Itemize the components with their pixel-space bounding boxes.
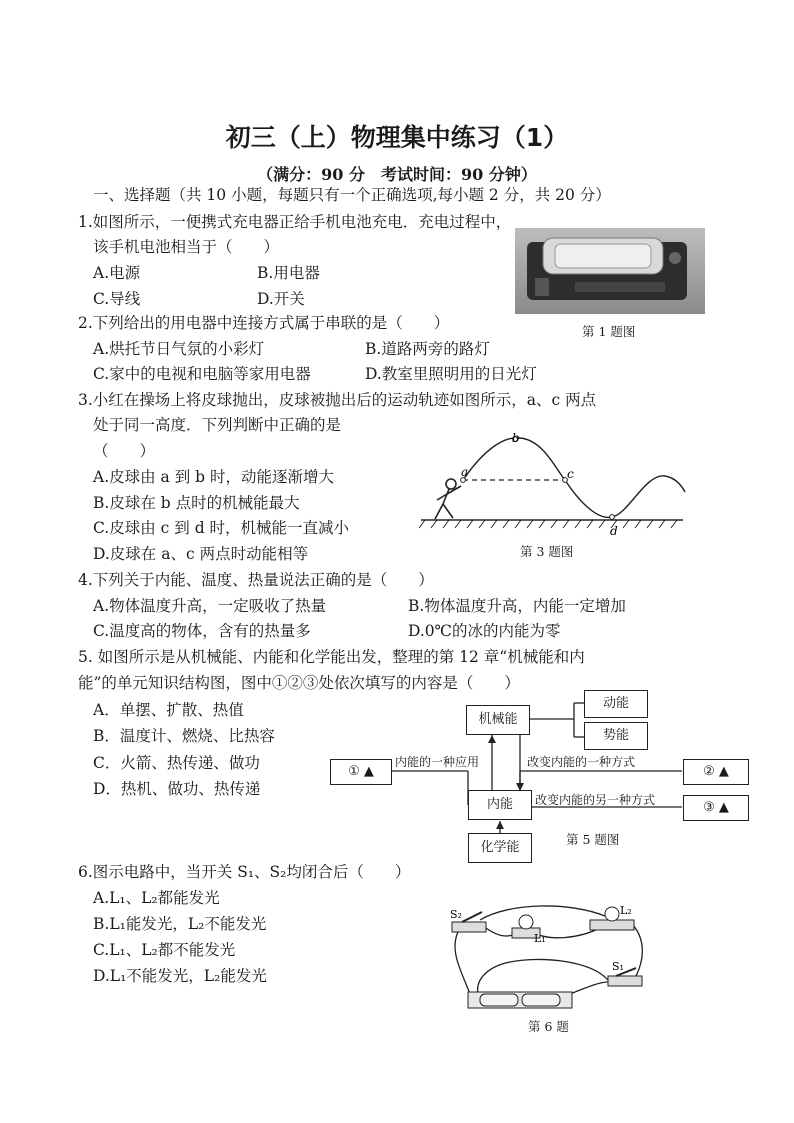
q5-label-way-one: 改变内能的一种方式 bbox=[527, 755, 636, 769]
q2-option-b: B.道路两旁的路灯 bbox=[365, 340, 490, 358]
q5-label-application: 内能的一种应用 bbox=[395, 755, 480, 769]
q6-option-d: D.L₁不能发光，L₂能发光 bbox=[93, 967, 267, 985]
q3-trajectory-diagram bbox=[415, 428, 690, 540]
q4-stem: 4.下列关于内能、温度、热量说法正确的是（ ） bbox=[78, 571, 434, 589]
q3-option-c: C.皮球由 c 到 d 时，机械能一直减小 bbox=[93, 519, 350, 537]
q5-stem-line1: 5. 如图所示是从机械能、内能和化学能出发，整理的第 12 章“机械能和内 bbox=[78, 648, 585, 666]
section-heading: 一、选择题（共 10 小题，每题只有一个正确选项,每小题 2 分，共 20 分） bbox=[93, 186, 611, 204]
q4-option-b: B.物体温度升高，内能一定增加 bbox=[408, 597, 626, 615]
page-title: 初三（上）物理集中练习（1） bbox=[225, 123, 569, 152]
q5-box-chemical-energy: 化学能 bbox=[468, 833, 532, 863]
q1-option-b: B.用电器 bbox=[257, 264, 320, 282]
q5-blank-1: ① ▲ bbox=[330, 759, 392, 785]
q5-blank-2: ② ▲ bbox=[683, 759, 749, 785]
q5-box-mechanical-energy: 机械能 bbox=[466, 705, 530, 735]
q2-option-c: C.家中的电视和电脑等家用电器 bbox=[93, 365, 311, 383]
q3-stem-line2: 处于同一高度．下列判断中正确的是 bbox=[93, 416, 342, 434]
q5-box-potential-energy: 势能 bbox=[584, 722, 648, 750]
q6-circuit-diagram bbox=[440, 898, 665, 1013]
q5-option-a: A．单摆、扩散、热值 bbox=[93, 701, 244, 719]
q1-charger-photo bbox=[515, 228, 705, 314]
q6-option-b: B.L₁能发光，L₂不能发光 bbox=[93, 915, 267, 933]
q1-option-c: C.导线 bbox=[93, 290, 141, 308]
q4-option-c: C.温度高的物体，含有的热量多 bbox=[93, 622, 311, 640]
q3-caption: 第 3 题图 bbox=[520, 544, 574, 559]
q1-caption: 第 1 题图 bbox=[582, 324, 636, 339]
q5-label-way-two: 改变内能的另一种方式 bbox=[535, 793, 656, 807]
q3-point-a: a bbox=[461, 465, 469, 479]
q6-stem: 6.图示电路中，当开关 S₁、S₂均闭合后（ ） bbox=[78, 863, 411, 881]
q5-blank-3: ③ ▲ bbox=[683, 795, 749, 821]
q2-stem: 2.下列给出的用电器中连接方式属于串联的是（ ） bbox=[78, 314, 450, 332]
q3-option-b: B.皮球在 b 点时的机械能最大 bbox=[93, 494, 300, 512]
q5-stem-line2: 能”的单元知识结构图，图中①②③处依次填写的内容是（ ） bbox=[78, 674, 520, 692]
q6-option-a: A.L₁、L₂都能发光 bbox=[93, 889, 220, 907]
q3-point-c: c bbox=[567, 467, 574, 481]
q6-label-s2: S₂ bbox=[450, 908, 462, 921]
q6-option-c: C.L₁、L₂都不能发光 bbox=[93, 941, 236, 959]
q6-label-s1: S₁ bbox=[612, 960, 624, 973]
q3-point-b: b bbox=[512, 431, 520, 445]
q5-box-internal-energy: 内能 bbox=[468, 790, 532, 820]
q2-option-a: A.烘托节日气氛的小彩灯 bbox=[93, 340, 265, 358]
q3-option-d: D.皮球在 a、c 两点时动能相等 bbox=[93, 545, 309, 563]
q5-box-kinetic-energy: 动能 bbox=[584, 690, 648, 718]
page-subtitle: （满分：90 分 考试时间：90 分钟） bbox=[257, 165, 537, 184]
q3-option-a: A.皮球由 a 到 b 时，动能逐渐增大 bbox=[93, 468, 334, 486]
q4-option-d: D.0℃的冰的内能为零 bbox=[408, 622, 561, 640]
q1-stem-line2: 该手机电池相当于（ ） bbox=[93, 238, 280, 256]
q4-option-a: A.物体温度升高，一定吸收了热量 bbox=[93, 597, 327, 615]
q5-caption: 第 5 题图 bbox=[566, 832, 620, 847]
q3-stem-line1: 3.小红在操场上将皮球抛出，皮球被抛出后的运动轨迹如图所示，a、c 两点 bbox=[78, 391, 597, 409]
q3-point-d: d bbox=[610, 524, 618, 538]
q1-stem-line1: 1.如图所示，一便携式充电器正给手机电池充电．充电过程中， bbox=[78, 213, 512, 231]
q6-caption: 第 6 题 bbox=[528, 1019, 569, 1034]
q3-stem-line3: （ ） bbox=[93, 442, 156, 460]
q5-option-b: B．温度计、燃烧、比热容 bbox=[93, 727, 275, 745]
q6-label-l1: L₁ bbox=[534, 932, 546, 945]
q5-option-c: C．火箭、热传递、做功 bbox=[93, 754, 260, 772]
q2-option-d: D.教室里照明用的日光灯 bbox=[365, 365, 537, 383]
q5-option-d: D．热机、做功、热传递 bbox=[93, 780, 261, 798]
q1-option-d: D.开关 bbox=[257, 290, 305, 308]
q1-option-a: A.电源 bbox=[93, 264, 141, 282]
q6-label-l2: L₂ bbox=[620, 904, 632, 917]
